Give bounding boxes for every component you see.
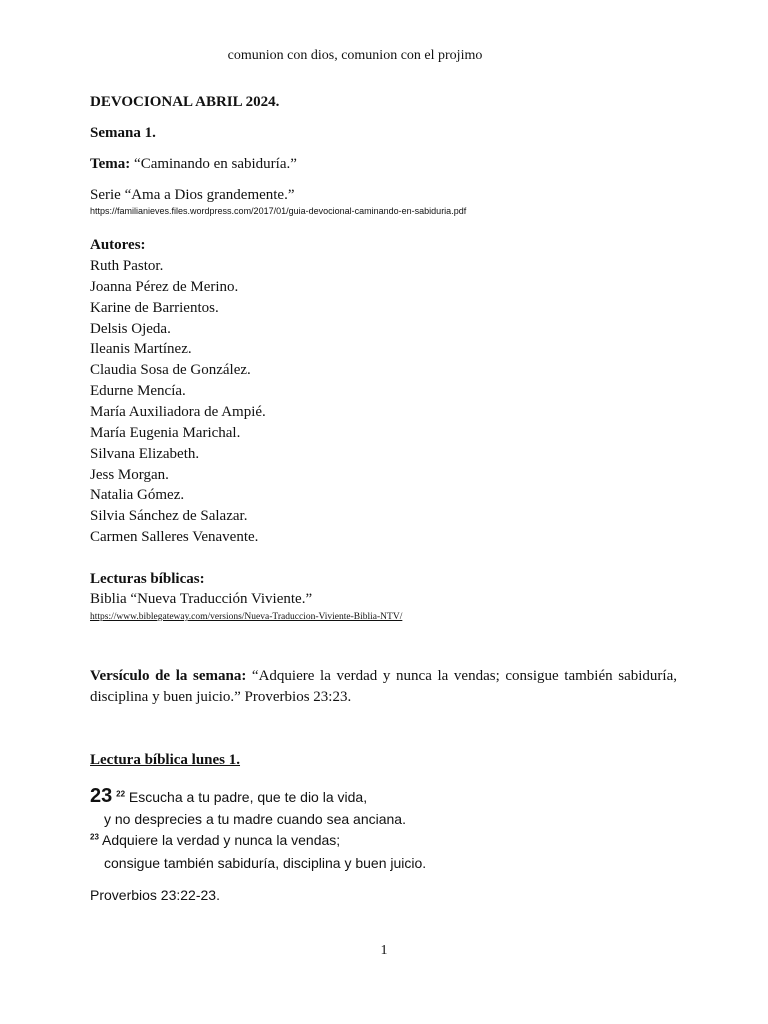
verse-22-line-2: y no desprecies a tu madre cuando sea anciana. xyxy=(104,811,406,827)
verse-22-line-1 xyxy=(90,785,367,808)
author-name: Jess Morgan. xyxy=(90,466,169,483)
page-header: comunion con dios, comunion con el projimo xyxy=(227,48,483,63)
semana-heading: Semana 1. xyxy=(90,125,156,141)
verse-22-text-1: Escucha a tu padre, que te dio la vida, xyxy=(125,789,368,805)
biblia-url[interactable]: https://www.biblegateway.com/versions/Nueva-Traduccion-Viviente-Biblia-NTV/ xyxy=(90,612,403,622)
author-name: Joanna Pérez de Merino. xyxy=(90,278,239,295)
author-name: Carmen Salleres Venavente. xyxy=(90,529,259,545)
verse-23-line-1 xyxy=(90,832,340,848)
author-name: Silvia Sánchez de Salazar. xyxy=(90,508,248,525)
author-name: Ileanis Martínez. xyxy=(90,341,192,358)
verse-reference: Proverbios 23:22-23. xyxy=(90,887,220,903)
verse-number-22: 22 xyxy=(116,789,126,799)
tema-label: Tema: xyxy=(90,156,131,172)
author-name: María Auxiliadora de Ampié. xyxy=(90,404,266,420)
serie-url[interactable]: https://familianieves.files.wordpress.com/2017/01/guia-devocional-caminando-en-sabiduria.pdf xyxy=(90,206,467,216)
tema-line xyxy=(90,156,297,173)
versiculo-text: “Adquiere la verdad y nunca la vendas; consigue también sabiduría, disciplina y buen juicio.” Proverbios 23:23. xyxy=(90,668,677,705)
lectura-lunes-heading: Lectura bíblica lunes 1. xyxy=(90,752,241,768)
author-name: Delsis Ojeda. xyxy=(90,320,171,337)
author-name: Ruth Pastor. xyxy=(90,258,164,274)
lecturas-heading: Lecturas bíblicas: xyxy=(90,571,205,587)
tema-value: “Caminando en sabiduría.” xyxy=(130,156,297,172)
chapter-number: 23 xyxy=(90,785,113,807)
author-name: Edurne Mencía. xyxy=(90,383,186,400)
serie-line: Serie “Ama a Dios grandemente.” xyxy=(90,187,295,203)
author-name: Karine de Barrientos. xyxy=(90,299,219,316)
document-title: DEVOCIONAL ABRIL 2024. xyxy=(90,94,280,110)
verse-number-23: 23 xyxy=(90,832,99,842)
autores-heading: Autores: xyxy=(90,237,146,253)
verse-23-text-1: Adquiere la verdad y nunca la vendas; xyxy=(98,832,341,848)
versiculo-paragraph xyxy=(90,666,677,708)
author-name: Silvana Elizabeth. xyxy=(90,445,200,462)
author-name: María Eugenia Marichal. xyxy=(90,424,241,441)
page-number: 1 xyxy=(380,943,388,958)
versiculo-label: Versículo de la semana: xyxy=(90,668,247,684)
author-name: Natalia Gómez. xyxy=(90,487,185,504)
verse-23-line-2: consigue también sabiduría, disciplina y buen juicio. xyxy=(104,855,427,871)
author-name: Claudia Sosa de González. xyxy=(90,362,251,379)
biblia-line: Biblia “Nueva Traducción Viviente.” xyxy=(90,591,313,607)
